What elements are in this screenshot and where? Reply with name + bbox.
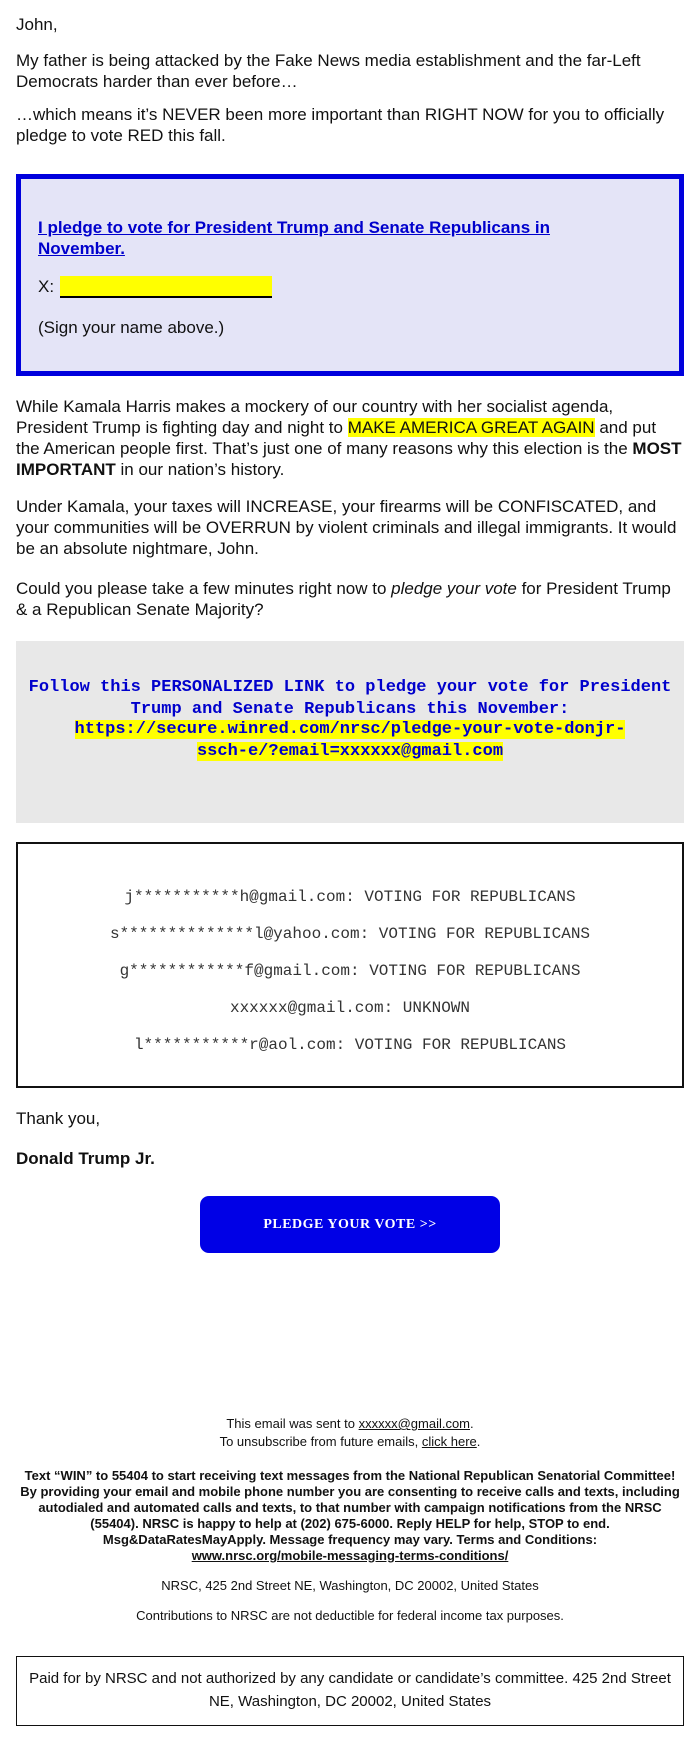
signature-row (38, 276, 272, 298)
pledge-link[interactable]: I pledge to vote for President Trump and Senate Republicans in November. (38, 218, 550, 258)
greeting: John, (16, 15, 58, 34)
paragraph-ask-a: Could you please take a few minutes right now to (16, 579, 392, 598)
mailing-address: NRSC, 425 2nd Street NE, Washington, DC 20002, United States (161, 1578, 539, 1593)
most-important-bold: MOST IMPORTANT (16, 439, 682, 479)
terms-link[interactable]: www.nrsc.org/mobile-messaging-terms-conditions/ (191, 1548, 509, 1563)
personalized-link-line1[interactable]: https://secure.winred.com/nrsc/pledge-your-vote-donjr- (74, 720, 626, 739)
pledge-vote-button[interactable]: PLEDGE YOUR VOTE >> (200, 1196, 500, 1253)
paid-for-disclaimer: Paid for by NRSC and not authorized by any candidate or candidate’s committee. 425 2nd Street NE, Washington, DC 20002, United States (16, 1656, 684, 1726)
signature-field[interactable] (60, 276, 272, 298)
paragraph-harris-c: in our nation’s history. (115, 460, 285, 479)
sms-legal-text: Text “WIN” to 55404 to start receiving text messages from the National Republican Senatorial Committee! By providing your email and mobile phone number you are consenting to receive calls and texts, including autodialed and automated calls and texts, to that number with campaign notifications from the NRSC (55404). NRSC is happy to help at (202) 675-6000. Reply HELP for help, STOP to end. Msg&DataRatesMayApply. Message frequency may vary. Terms and Conditions: (20, 1468, 680, 1547)
signature-hint: (Sign your name above.) (38, 318, 225, 337)
unsubscribe-suffix: . (476, 1434, 481, 1449)
voter-status-item: s**************l@yahoo.com: VOTING FOR REPUBLICANS (109, 925, 591, 943)
tax-deductibility-note: Contributions to NRSC are not deductible for federal income tax purposes. (136, 1608, 564, 1623)
personalized-link-intro: Follow this PERSONALIZED LINK to pledge your vote for President Trump and Senate Republicans this November: (28, 678, 672, 719)
voter-status-item: g************f@gmail.com: VOTING FOR REPUBLICANS (119, 962, 581, 980)
voter-status-item: j***********h@gmail.com: VOTING FOR REPUBLICANS (124, 888, 576, 906)
personalized-link[interactable] (16, 719, 684, 763)
sent-to-email-link[interactable]: xxxxxx@gmail.com (358, 1416, 471, 1431)
sent-to-prefix: This email was sent to (226, 1416, 359, 1431)
signature-name: Donald Trump Jr. (16, 1149, 155, 1168)
paragraph-kamala: Under Kamala, your taxes will INCREASE, your firearms will be CONFISCATED, and your communities will be OVERRUN by violent criminals and illegal immigrants. It would be an absolute nightmare, John. (16, 497, 677, 558)
paragraph-attack: My father is being attacked by the Fake News media establishment and the far-Left Democrats harder than ever before… (16, 51, 641, 91)
paragraph-ask-b: for President Trump & a Republican Senate Majority? (16, 579, 671, 619)
unsubscribe-line (16, 1434, 684, 1450)
paragraph-harris-b: and put the American people first. That’s just one of many reasons why this election is the (16, 418, 657, 458)
sent-to-suffix: . (470, 1416, 474, 1431)
paragraph-harris (16, 396, 684, 480)
signature-prefix: X: (38, 277, 55, 296)
sent-to-line (16, 1416, 684, 1432)
paragraph-pledge-call: …which means it’s NEVER been more important than RIGHT NOW for you to officially pledge to vote RED this fall. (16, 105, 665, 145)
voter-status-item: l***********r@aol.com: VOTING FOR REPUBLICANS (133, 1036, 567, 1054)
thanks-line: Thank you, (16, 1109, 101, 1128)
personalized-link-line2[interactable]: ssch-e/?email=xxxxxx@gmail.com (196, 742, 504, 761)
voter-status-list (16, 842, 684, 1088)
maga-highlight: MAKE AMERICA GREAT AGAIN (347, 418, 595, 437)
unsubscribe-link[interactable]: click here (421, 1434, 477, 1449)
pledge-box (16, 174, 684, 376)
paragraph-harris-a: While Kamala Harris makes a mockery of our country with her socialist agenda, President Trump is fighting day and night to (16, 397, 614, 437)
voter-status-item: xxxxxx@gmail.com: UNKNOWN (229, 999, 471, 1017)
paragraph-ask (16, 578, 684, 620)
pledge-your-vote-italic: pledge your vote (391, 579, 517, 598)
personalized-link-box (16, 641, 684, 823)
unsubscribe-prefix: To unsubscribe from future emails, (219, 1434, 422, 1449)
sms-legal-notice (20, 1468, 680, 1564)
